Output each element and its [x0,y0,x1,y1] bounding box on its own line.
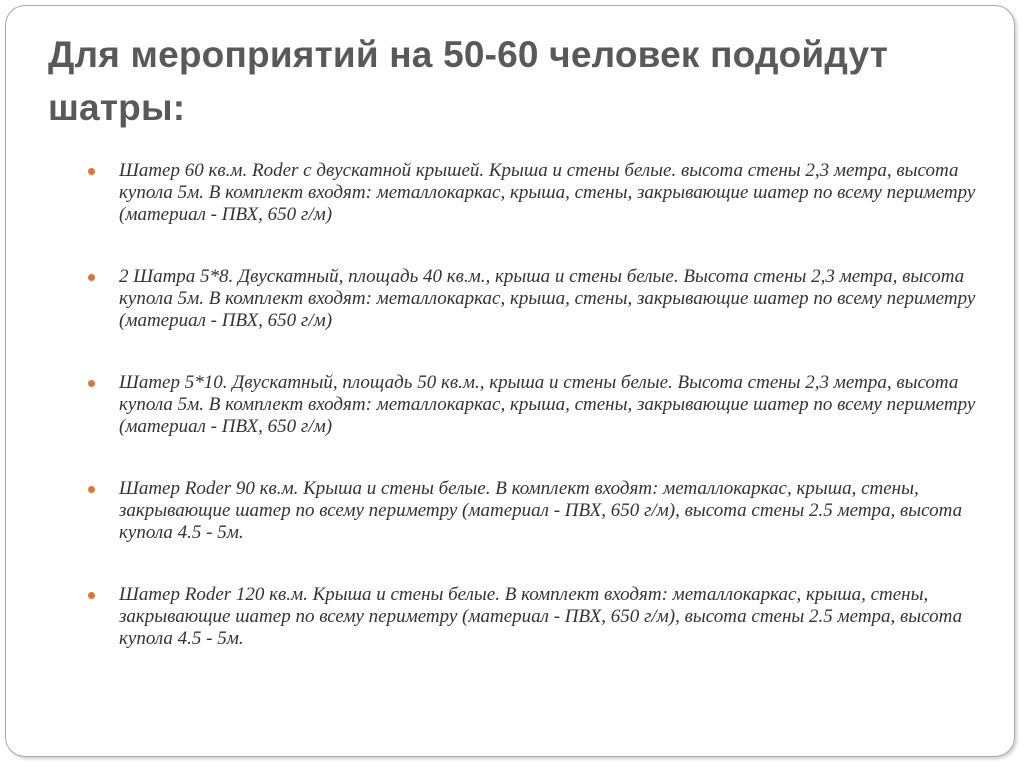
list-item-text: Шатер 5*10. Двускатный, площадь 50 кв.м., крыша и стены белые. Высота стены 2,3 метра, высота купола 5м. В комплект входят: металлокаркас, крыша, стены, закрывающие шатер по всему периметру (материал - ПВХ, 650 г/м) [119,372,976,437]
list-item-text: Шатер Roder 120 кв.м. Крыша и стены белые. В комплект входят: металлокаркас, крыша, стены, закрывающие шатер по всему периметру (материал - ПВХ, 650 г/м), высота стены 2.5 метра, высота купола 4.5 - 5м. [119,584,963,649]
slide-title: Для мероприятий на 50-60 человек подойдут шатры: [48,34,889,128]
list-item [86,266,986,332]
list-item [86,372,986,438]
slide-frame [5,5,1015,757]
list-item [86,478,986,544]
bullet-dot-icon [88,168,95,175]
list-item-text: Шатер Roder 90 кв.м. Крыша и стены белые. В комплект входят: металлокаркас, крыша, стены, закрывающие шатер по всему периметру (материал - ПВХ, 650 г/м), высота стены 2.5 метра, высота купола 4.5 - 5м. [119,478,963,543]
list-item-text: 2 Шатра 5*8. Двускатный, площадь 40 кв.м., крыша и стены белые. Высота стены 2,3 метра, высота купола 5м. В комплект входят: металлокаркас, крыша, стены, закрывающие шатер по всему периметру (материал - ПВХ, 650 г/м) [119,266,976,331]
list-item [86,584,986,650]
list-item-text: Шатер 60 кв.м. Roder с двускатной крышей. Крыша и стены белые. высота стены 2,3 метра, высота купола 5м. В комплект входят: металлокаркас, крыша, стены, закрывающие шатер по всему периметру (материал - ПВХ, 650 г/м) [119,160,976,225]
bullet-dot-icon [88,380,95,387]
bullet-dot-icon [88,592,95,599]
bullet-dot-icon [88,274,95,281]
list-item [86,160,986,226]
bullet-list [86,160,986,690]
bullet-dot-icon [88,486,95,493]
